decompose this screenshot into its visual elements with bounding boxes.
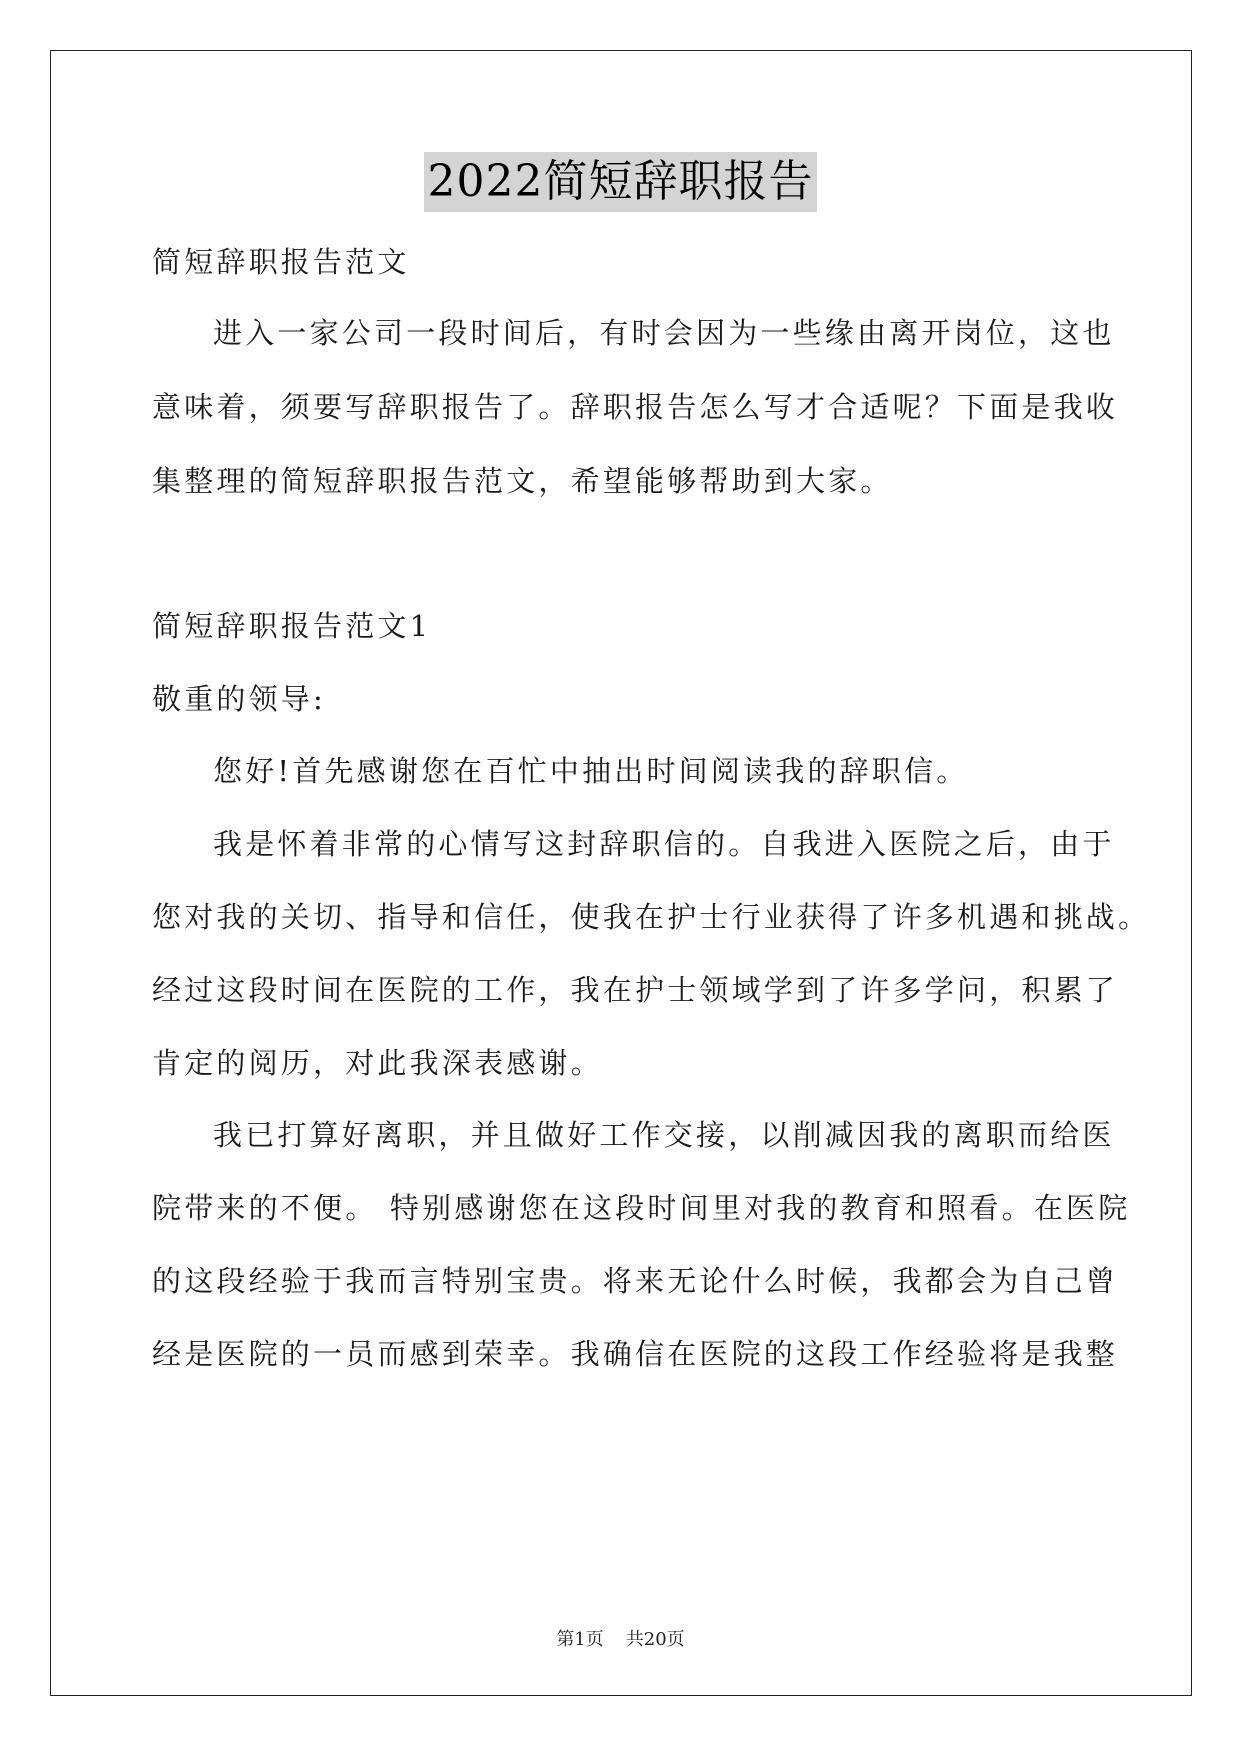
salutation: 敬重的领导: — [152, 682, 326, 716]
paragraph-line: 院带来的不便。 特别感谢您在这段时间里对我的教育和照看。在医院 — [152, 1191, 1131, 1225]
page-border — [50, 50, 1192, 1696]
paragraph-line: 肯定的阅历，对此我深表感谢。 — [152, 1046, 603, 1080]
document-title: 2022简短辞职报告 — [424, 152, 818, 212]
paragraph-line: 进入一家公司一段时间后，有时会因为一些缘由离开岗位，这也 — [213, 316, 1115, 350]
paragraph-line: 您好!首先感谢您在百忙中抽出时间阅读我的辞职信。 — [213, 754, 969, 788]
page-total: 共20页 — [625, 1629, 685, 1650]
title-container — [0, 152, 1241, 212]
paragraph-line: 的这段经验于我而言特别宝贵。将来无论什么时候，我都会为自己曾 — [152, 1264, 1119, 1298]
paragraph-line: 经过这段时间在医院的工作，我在护士领域学到了许多学问，积累了 — [152, 973, 1119, 1007]
paragraph-line: 您对我的关切、指导和信任，使我在护士行业获得了许多机遇和挑战。 — [152, 900, 1151, 934]
paragraph-line: 经是医院的一员而感到荣幸。我确信在医院的这段工作经验将是我整 — [152, 1337, 1119, 1371]
section-heading: 简短辞职报告范文 — [152, 245, 410, 279]
paragraph-line: 我是怀着非常的心情写这封辞职信的。自我进入医院之后，由于 — [213, 827, 1115, 861]
paragraph-line: 集整理的简短辞职报告范文，希望能够帮助到大家。 — [152, 464, 893, 498]
page-number: 第1页 — [556, 1629, 604, 1650]
paragraph-line: 我已打算好离职，并且做好工作交接，以削减因我的离职而给医 — [213, 1118, 1115, 1152]
paragraph-line: 意味着，须要写辞职报告了。辞职报告怎么写才合适呢？下面是我收 — [152, 390, 1119, 424]
section-heading: 简短辞职报告范文1 — [152, 609, 432, 643]
page-footer — [0, 1628, 1241, 1652]
